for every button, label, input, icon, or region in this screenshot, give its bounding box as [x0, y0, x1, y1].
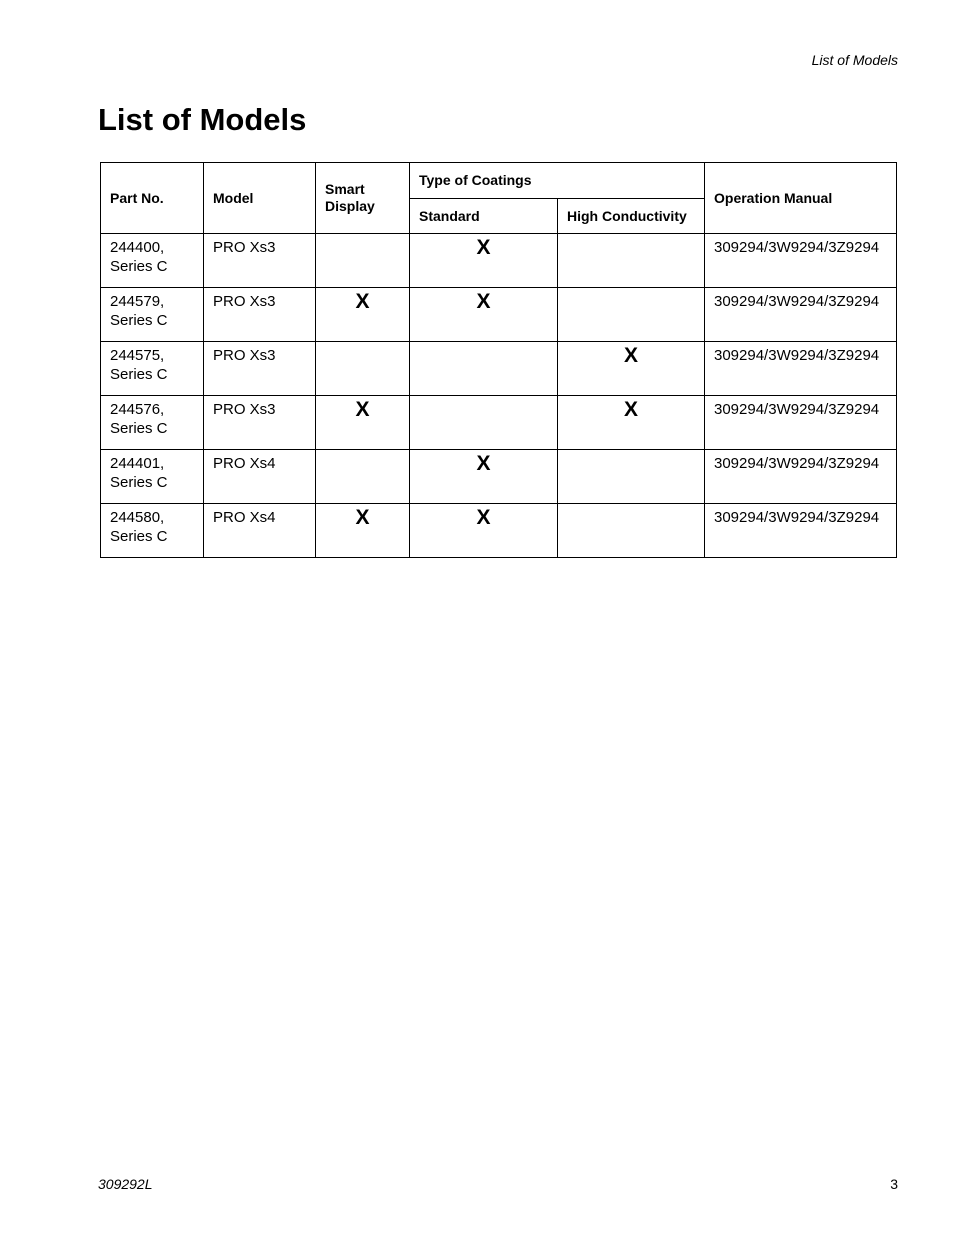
part-number: 244580,	[110, 509, 165, 526]
table-row	[101, 288, 897, 342]
part-number: 244401,	[110, 455, 165, 472]
header-operation-manual: Operation Manual	[705, 163, 897, 234]
page-title: List of Models	[98, 102, 307, 137]
smart-display-cell: X	[316, 504, 410, 558]
high-conductivity-cell: X	[558, 396, 705, 450]
standard-cell: X	[410, 234, 558, 288]
models-table	[100, 162, 897, 558]
part-number: 244400,	[110, 239, 165, 256]
table-header-row	[101, 163, 897, 199]
high-conductivity-cell	[558, 450, 705, 504]
model-cell: PRO Xs3	[204, 342, 316, 396]
operation-manual-cell: 309294/3W9294/3Z9294	[705, 504, 897, 558]
operation-manual-cell: 309294/3W9294/3Z9294	[705, 288, 897, 342]
table-row	[101, 342, 897, 396]
page-number: 3	[890, 1176, 898, 1192]
part-number-cell	[101, 288, 204, 342]
series: Series C	[110, 312, 168, 329]
standard-cell: X	[410, 504, 558, 558]
part-number-cell	[101, 450, 204, 504]
header-high-conductivity: High Conductivity	[558, 199, 705, 234]
operation-manual-cell: 309294/3W9294/3Z9294	[705, 234, 897, 288]
header-smart-display: Smart Display	[316, 163, 410, 234]
operation-manual-cell: 309294/3W9294/3Z9294	[705, 450, 897, 504]
model-cell: PRO Xs3	[204, 234, 316, 288]
high-conductivity-cell: X	[558, 342, 705, 396]
series: Series C	[110, 528, 168, 545]
smart-display-cell	[316, 342, 410, 396]
table-row	[101, 504, 897, 558]
series: Series C	[110, 258, 168, 275]
series: Series C	[110, 474, 168, 491]
table-row	[101, 396, 897, 450]
part-number: 244576,	[110, 401, 165, 418]
model-cell: PRO Xs4	[204, 504, 316, 558]
part-number: 244575,	[110, 347, 165, 364]
part-number-cell	[101, 234, 204, 288]
model-cell: PRO Xs3	[204, 288, 316, 342]
series: Series C	[110, 420, 168, 437]
running-header: List of Models	[811, 52, 898, 68]
part-number-cell	[101, 504, 204, 558]
standard-cell	[410, 396, 558, 450]
smart-display-cell: X	[316, 396, 410, 450]
model-cell: PRO Xs4	[204, 450, 316, 504]
standard-cell: X	[410, 288, 558, 342]
table-row	[101, 450, 897, 504]
operation-manual-cell: 309294/3W9294/3Z9294	[705, 396, 897, 450]
smart-display-cell	[316, 234, 410, 288]
part-number-cell	[101, 342, 204, 396]
high-conductivity-cell	[558, 234, 705, 288]
header-model: Model	[204, 163, 316, 234]
model-cell: PRO Xs3	[204, 396, 316, 450]
standard-cell: X	[410, 450, 558, 504]
high-conductivity-cell	[558, 288, 705, 342]
smart-display-cell	[316, 450, 410, 504]
part-number-cell	[101, 396, 204, 450]
header-type-of-coatings: Type of Coatings	[410, 163, 705, 199]
header-standard: Standard	[410, 199, 558, 234]
part-number: 244579,	[110, 293, 165, 310]
operation-manual-cell: 309294/3W9294/3Z9294	[705, 342, 897, 396]
standard-cell	[410, 342, 558, 396]
series: Series C	[110, 366, 168, 383]
table-row	[101, 234, 897, 288]
smart-display-cell: X	[316, 288, 410, 342]
header-part-no: Part No.	[101, 163, 204, 234]
document-number: 309292L	[98, 1176, 153, 1192]
high-conductivity-cell	[558, 504, 705, 558]
